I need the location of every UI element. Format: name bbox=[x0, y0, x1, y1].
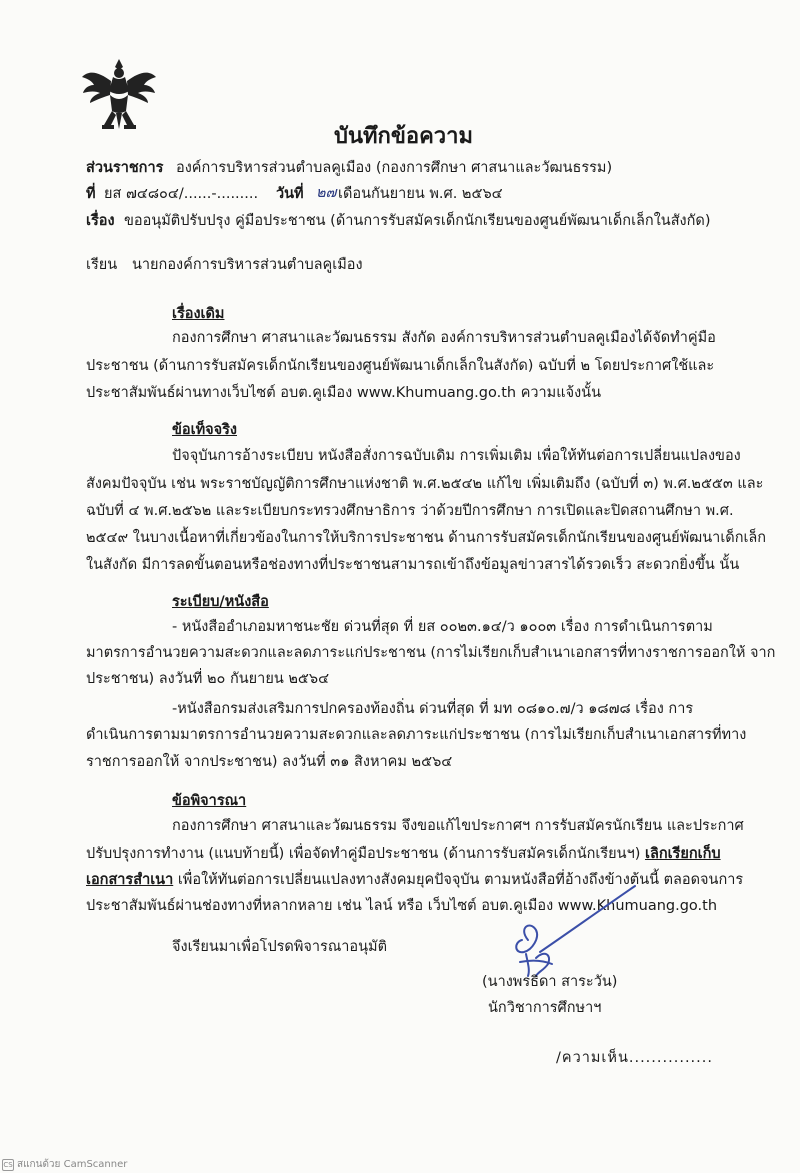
agency-value: องค์การบริหารส่วนตำบลคูเมือง (กองการศึกษา ศาสนาและวัฒนธรรม) bbox=[176, 160, 613, 176]
camscanner-watermark bbox=[2, 1157, 127, 1172]
regulations-line: ราชการออกให้ จากประชาชน) ลงวันที่ ๓๑ สิงหาคม ๒๕๖๔ bbox=[86, 754, 453, 770]
background-heading: เรื่องเดิม bbox=[172, 306, 225, 322]
considerations-line bbox=[86, 868, 743, 891]
considerations-line: ประชาสัมพันธ์ผ่านช่องทางที่หลากหลาย เช่น ไลน์ หรือ เว็บไซต์ อบต.คูเมือง www.Khumuang.go.th bbox=[86, 898, 718, 914]
regulations-line: - หนังสืออำเภอมหาชนะชัย ด่วนที่สุด ที่ ยส ๐๐๒๓.๑๔/ว ๑๐๐๓ เรื่อง การดำเนินการตาม bbox=[172, 619, 713, 635]
date-rest: เดือนกันยายน พ.ศ. ๒๕๖๔ bbox=[338, 186, 503, 202]
to-value: นายกองค์การบริหารส่วนตำบลคูเมือง bbox=[132, 257, 363, 273]
camscanner-icon: CS bbox=[3, 1160, 13, 1169]
regulations-line: ดำเนินการตามมาตรการอำนวยความสะดวกและลดภาระแก่ประชาชน (การไม่เรียกเก็บสำเนาเอกสารที่ทาง bbox=[86, 727, 747, 743]
date-label: วันที่ bbox=[276, 186, 304, 202]
subject-label: เรื่อง bbox=[86, 213, 115, 229]
signer-position: นักวิชาการศึกษาฯ bbox=[488, 1000, 602, 1016]
regulations-line: -หนังสือกรมส่งเสริมการปกครองท้องถิ่น ด่วนที่สุด ที่ มท ๐๘๑๐.๗/ว ๑๘๗๘ เรื่อง การ bbox=[172, 701, 694, 717]
background-line: กองการศึกษา ศาสนาและวัฒนธรรม สังกัด องค์การบริหารส่วนตำบลคูเมืองได้จัดทำคู่มือ bbox=[172, 330, 716, 346]
signer-name: (นางพรธิดา สาระวัน) bbox=[482, 974, 618, 990]
regulations-heading: ระเบียบ/หนังสือ bbox=[172, 594, 269, 610]
regulations-line: ประชาชน) ลงวันที่ ๒๐ กันยายน ๒๕๖๔ bbox=[86, 671, 330, 687]
ref-label: ที่ bbox=[86, 186, 96, 202]
agency-label: ส่วนราชการ bbox=[86, 160, 164, 176]
considerations-heading: ข้อพิจารณา bbox=[172, 793, 247, 809]
regulations-line: มาตรการอำนวยความสะดวกและลดภาระแก่ประชาชน (การไม่เรียกเก็บสำเนาเอกสารที่ทางราชการออกให้ จาก bbox=[86, 645, 776, 661]
considerations-text: ปรับปรุงการทำงาน (แนบท้ายนี้) เพื่อจัดทำคู่มือประชาชน (ด้านการรับสมัครเด็กนักเรียนฯ) bbox=[86, 846, 645, 862]
facts-line: ๒๕๔๙ ในบางเนื้อหาที่เกี่ยวข้องในการให้บริการประชาชน ด้านการรับสมัครเด็กนักเรียนของศูนย์พัฒนาเด็กเล็ก bbox=[86, 530, 767, 546]
background-line: ประชาสัมพันธ์ผ่านทางเว็บไซต์ อบต.คูเมือง www.Khumuang.go.th ความแจ้งนั้น bbox=[86, 385, 601, 401]
opinion-line: /ความเห็น............... bbox=[556, 1050, 713, 1066]
considerations-text: เพื่อให้ทันต่อการเปลี่ยนแปลงทางสังคมยุคปัจจุบัน ตามหนังสือที่อ้างถึงข้างต้นนี้ ตลอดจนการ bbox=[173, 872, 744, 888]
considerations-line bbox=[86, 842, 721, 865]
date-day: ๒๗ bbox=[316, 185, 337, 201]
facts-line: ในสังกัด มีการลดขั้นตอนหรือช่องทางที่ประชาชนสามารถเข้าถึงข้อมูลข่าวสารได้รวดเร็ว สะดวกยิ่งขึ้น นั้น bbox=[86, 557, 740, 573]
ref-value: ยส ๗๔๘๐๔/......-......... bbox=[104, 186, 259, 202]
facts-heading: ข้อเท็จจริง bbox=[172, 422, 237, 438]
emphasis-text: เลิกเรียกเก็บ bbox=[644, 846, 721, 862]
subject-value: ขออนุมัติปรับปรุง คู่มือประชาชน (ด้านการรับสมัครเด็กนักเรียนของศูนย์พัฒนาเด็กเล็กในสังกัด) bbox=[124, 213, 711, 229]
facts-line: สังคมปัจจุบัน เช่น พระราชบัญญัติการศึกษาแห่งชาติ พ.ศ.๒๕๔๒ แก้ไข เพิ่มเติมถึง (ฉบับที่ ๓) พ.ศ.๒๕๕๓ และ bbox=[86, 476, 764, 492]
watermark-text: สแกนด้วย CamScanner bbox=[17, 1159, 128, 1170]
emphasis-text: เอกสารสำเนา bbox=[86, 872, 174, 888]
considerations-line: กองการศึกษา ศาสนาและวัฒนธรรม จึงขอแก้ไขประกาศฯ การรับสมัครนักเรียน และประกาศ bbox=[172, 818, 744, 834]
garuda-emblem-icon bbox=[80, 55, 158, 137]
background-line: ประชาชน (ด้านการรับสมัครเด็กนักเรียนของศูนย์พัฒนาเด็กเล็กในสังกัด) ฉบับที่ ๒ โดยประกาศใช้และ bbox=[86, 358, 715, 374]
document-title: บันทึกข้อความ bbox=[334, 124, 474, 149]
facts-line: ปัจจุบันการอ้างระเบียบ หนังสือสั่งการฉบับเดิม การเพิ่มเติม เพื่อให้ทันต่อการเปลี่ยนแปลงของ bbox=[172, 448, 741, 464]
closing-line: จึงเรียนมาเพื่อโปรดพิจารณาอนุมัติ bbox=[172, 939, 388, 955]
to-label: เรียน bbox=[86, 257, 118, 273]
facts-line: ฉบับที่ ๔ พ.ศ.๒๕๖๒ และระเบียบกระทรวงศึกษาธิการ ว่าด้วยปีการศึกษา การเปิดและปิดสถานศึกษา พ.ศ. bbox=[86, 503, 734, 519]
